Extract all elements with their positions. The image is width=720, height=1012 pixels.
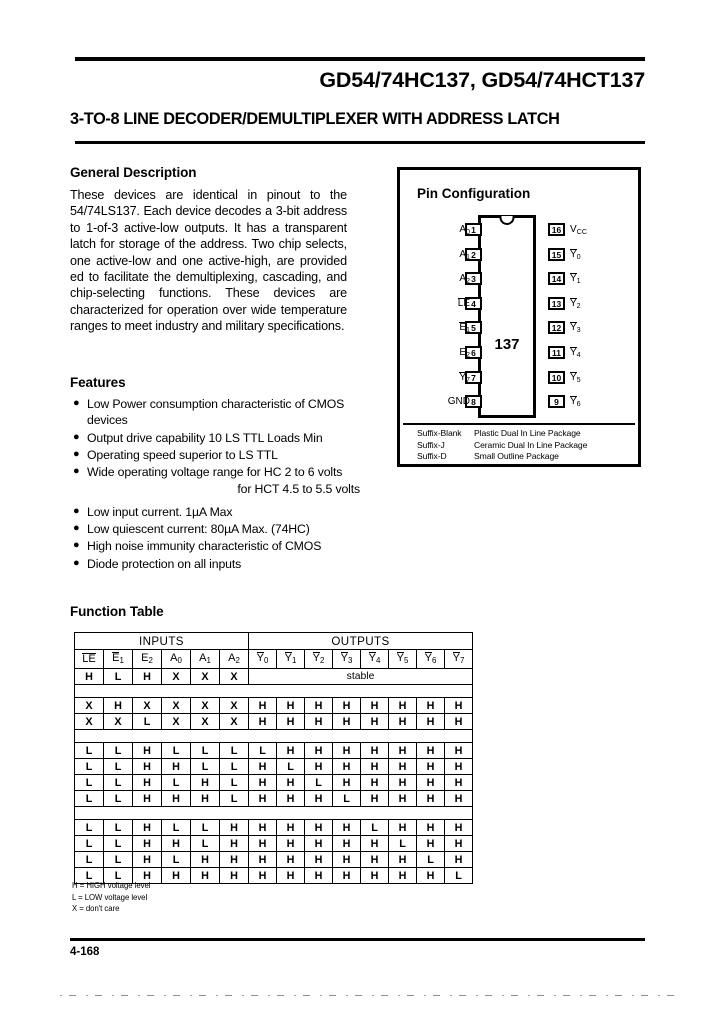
table-cell-input: X — [75, 698, 104, 714]
table-cell-input: H — [133, 669, 162, 685]
table-cell-output: H — [305, 820, 333, 836]
table-cell-output: H — [333, 852, 361, 868]
table-cell-output: H — [249, 820, 277, 836]
table-cell-input: H — [220, 852, 249, 868]
header-top-rule — [75, 57, 645, 61]
table-cell-input: X — [220, 698, 249, 714]
table-cell-input: H — [133, 775, 162, 791]
table-group-header-row — [75, 633, 473, 650]
table-cell-output: H — [277, 791, 305, 807]
table-cell-output: H — [445, 714, 473, 730]
table-cell-input: H — [133, 820, 162, 836]
pin-label-12: $Y_3$ — [570, 322, 581, 335]
feature-label: Low input current. 1µA Max — [87, 504, 233, 519]
table-cell-output: H — [277, 820, 305, 836]
table-row — [75, 669, 473, 685]
pin-number-7: 7 — [465, 371, 482, 384]
pin-label-2: $A_1$ — [459, 248, 470, 261]
suffix-separator — [403, 423, 635, 425]
table-cell-input: L — [162, 743, 191, 759]
table-cell-output: H — [333, 743, 361, 759]
table-cell-output: H — [417, 791, 445, 807]
table-cell-output: H — [361, 743, 389, 759]
table-cell-output: H — [277, 743, 305, 759]
pin-number-8: 8 — [465, 395, 482, 408]
table-cell-input: H — [162, 791, 191, 807]
column-header-output: $Y_7$ — [445, 650, 473, 669]
group-header-outputs: OUTPUTS — [249, 633, 473, 650]
suffix-name: Suffix-Blank — [417, 428, 462, 438]
footer-rule — [70, 938, 645, 941]
column-header-output: $Y_2$ — [305, 650, 333, 669]
pin-number-10: 10 — [548, 371, 565, 384]
table-cell-input: H — [220, 868, 249, 884]
table-cell-input: X — [75, 714, 104, 730]
table-cell-input: H — [133, 868, 162, 884]
table-cell-output: H — [417, 868, 445, 884]
package-notch-icon — [500, 216, 515, 225]
pin-number-5: 5 — [465, 321, 482, 334]
table-cell-output: H — [389, 868, 417, 884]
pin-number-15: 15 — [548, 248, 565, 261]
table-cell-input: H — [133, 852, 162, 868]
page-subtitle: 3-TO-8 LINE DECODER/DEMULTIPLEXER WITH ADDRESS LATCH — [70, 110, 560, 128]
table-cell-output: H — [333, 714, 361, 730]
table-spacer-row — [75, 685, 473, 698]
column-header-output: $Y_4$ — [361, 650, 389, 669]
feature-item — [70, 464, 360, 480]
features-heading: Features — [70, 375, 126, 390]
table-row — [75, 698, 473, 714]
table-cell-input: X — [191, 698, 220, 714]
table-cell-output: H — [305, 714, 333, 730]
pin-number-16: 16 — [548, 223, 565, 236]
table-cell-output: H — [445, 698, 473, 714]
table-cell-output: H — [389, 852, 417, 868]
pin-configuration-panel — [397, 167, 641, 467]
table-spacer-cell — [75, 685, 473, 698]
table-cell-input: X — [191, 669, 220, 685]
pin-number-14: 14 — [548, 272, 565, 285]
column-header-output: $Y_0$ — [249, 650, 277, 669]
column-header-output: $Y_5$ — [389, 650, 417, 669]
table-cell-output: H — [277, 698, 305, 714]
bullet-icon: ● — [73, 522, 80, 535]
table-cell-output: L — [305, 775, 333, 791]
table-row — [75, 759, 473, 775]
table-cell-output: H — [277, 714, 305, 730]
table-cell-output: H — [445, 791, 473, 807]
table-cell-output: H — [361, 791, 389, 807]
pin-number-6: 6 — [465, 346, 482, 359]
table-cell-output: H — [389, 698, 417, 714]
table-cell-output: H — [277, 852, 305, 868]
pin-label-8: GND — [447, 396, 470, 408]
suffix-row — [417, 428, 587, 440]
table-row — [75, 820, 473, 836]
table-cell-output: H — [249, 852, 277, 868]
suffix-package: Ceramic Dual In Line Package — [474, 439, 588, 450]
legend-line: H = HIGH voltage level — [72, 881, 151, 890]
table-spacer-cell — [75, 807, 473, 820]
table-cell-input: L — [104, 791, 133, 807]
table-cell-output: H — [277, 836, 305, 852]
table-cell-output: L — [333, 791, 361, 807]
function-table — [74, 632, 473, 884]
table-cell-output: H — [249, 868, 277, 884]
pin-number-11: 11 — [548, 346, 565, 359]
table-cell-output: H — [333, 820, 361, 836]
table-cell-output: L — [417, 852, 445, 868]
column-header-output: $Y_1$ — [277, 650, 305, 669]
column-header-input: $E_2$ — [133, 650, 162, 669]
table-cell-output: H — [361, 714, 389, 730]
table-cell-output: H — [305, 852, 333, 868]
table-row — [75, 775, 473, 791]
table-cell-output: H — [417, 775, 445, 791]
table-spacer-row — [75, 807, 473, 820]
function-table-heading: Function Table — [70, 604, 164, 619]
table-cell-output: H — [333, 836, 361, 852]
table-cell-output: H — [249, 775, 277, 791]
group-header-inputs: INPUTS — [75, 633, 249, 650]
table-cell-output: H — [445, 775, 473, 791]
column-header-input: $A_2$ — [220, 650, 249, 669]
bullet-icon: ● — [73, 430, 80, 443]
table-row — [75, 836, 473, 852]
table-cell-output: H — [445, 836, 473, 852]
table-column-header-row — [75, 650, 473, 669]
chip-part-label: 137 — [494, 336, 520, 353]
table-cell-input: H — [220, 836, 249, 852]
table-cell-input: L — [104, 743, 133, 759]
table-spacer-row — [75, 730, 473, 743]
table-cell-output: H — [389, 743, 417, 759]
table-cell-input: H — [133, 759, 162, 775]
table-cell-output: H — [361, 868, 389, 884]
bullet-icon: ● — [73, 504, 80, 517]
table-cell-output: H — [305, 836, 333, 852]
table-cell-input: H — [191, 791, 220, 807]
pin-number-2: 2 — [465, 248, 482, 261]
table-cell-output: L — [361, 820, 389, 836]
pin-number-3: 3 — [465, 272, 482, 285]
pin-label-15: $Y_0$ — [570, 248, 581, 261]
table-cell-input: H — [162, 759, 191, 775]
table-cell-output: H — [305, 698, 333, 714]
table-cell-input: L — [162, 820, 191, 836]
suffix-package: Small Outline Package — [474, 451, 559, 462]
feature-voltage-second-line: for HCT 4.5 to 5.5 volts — [237, 482, 360, 497]
table-cell-input: H — [133, 743, 162, 759]
pin-label-9: $Y_6$ — [570, 396, 581, 409]
table-cell-output: H — [389, 775, 417, 791]
column-header-input: LE — [75, 650, 104, 669]
table-spacer-cell — [75, 730, 473, 743]
pin-configuration-title: Pin Configuration — [417, 186, 531, 201]
table-row — [75, 743, 473, 759]
pin-label-13: $Y_2$ — [570, 297, 581, 310]
feature-label: Low quiescent current: 80µA Max. (74HC) — [87, 522, 310, 537]
table-cell-output: H — [305, 791, 333, 807]
table-cell-input: H — [191, 852, 220, 868]
table-cell-input: H — [220, 820, 249, 836]
feature-item — [70, 430, 360, 446]
table-cell-input: L — [191, 836, 220, 852]
suffix-row — [417, 440, 587, 452]
table-row — [75, 852, 473, 868]
table-cell-input: L — [220, 791, 249, 807]
bullet-icon: ● — [73, 556, 80, 569]
feature-label: Operating speed superior to LS TTL — [87, 447, 278, 462]
table-cell-input: X — [220, 669, 249, 685]
table-cell-input: H — [191, 775, 220, 791]
bullet-icon: ● — [73, 397, 80, 409]
table-cell-output: H — [361, 759, 389, 775]
pin-label-5: $E_1$ — [459, 322, 470, 335]
legend-line: L = LOW voltage level — [72, 892, 148, 902]
table-cell-input: L — [162, 852, 191, 868]
table-cell-output: H — [361, 852, 389, 868]
table-cell-output: L — [445, 868, 473, 884]
feature-item — [70, 556, 360, 572]
table-cell-output: H — [277, 868, 305, 884]
table-cell-input: L — [75, 759, 104, 775]
table-cell-input: H — [133, 836, 162, 852]
table-cell-output: H — [333, 868, 361, 884]
table-cell-input: L — [75, 791, 104, 807]
table-cell-output: H — [277, 775, 305, 791]
column-header-output: $Y_6$ — [417, 650, 445, 669]
table-cell-input: L — [104, 775, 133, 791]
scan-artifact — [60, 995, 680, 996]
table-cell-output: H — [305, 743, 333, 759]
suffix-package: Plastic Dual In Line Package — [474, 428, 581, 438]
table-cell-input: X — [162, 669, 191, 685]
table-cell-input: H — [162, 868, 191, 884]
table-cell-input: H — [75, 669, 104, 685]
header-bottom-rule — [75, 141, 645, 144]
table-row — [75, 714, 473, 730]
pin-label-3: $A_2$ — [459, 273, 470, 286]
feature-item — [70, 396, 360, 429]
table-cell-output: H — [249, 698, 277, 714]
table-cell-input: H — [104, 698, 133, 714]
feature-item — [70, 521, 360, 537]
general-description-heading: General Description — [70, 165, 197, 180]
feature-item — [70, 447, 360, 463]
table-cell-input: L — [75, 743, 104, 759]
table-cell-output: H — [361, 698, 389, 714]
table-cell-output: H — [445, 820, 473, 836]
bullet-icon: ● — [73, 539, 80, 552]
table-cell-output: L — [389, 836, 417, 852]
package-suffix-list — [417, 428, 587, 463]
general-description-body: These devices are identical in pinout to the 54/74LS137. Each device decodes a 3-bit address to 1-of-3 active-low outputs. It has a transparent latch for storage of the address. Two chip selects, one active-low and one active-high, are provided ed to facilitate the demultiplexing, cascading, and chip-selecting functions. These devices are characterized for operation over wide temperature ranges to meet industry and military specifications. — [70, 188, 347, 334]
pin-number-4: 4 — [465, 297, 482, 310]
table-cell-input: L — [191, 820, 220, 836]
table-cell-output: H — [445, 759, 473, 775]
pin-label-4: LE — [457, 297, 470, 309]
legend-line: X = don't care — [72, 904, 120, 913]
table-cell-output: H — [417, 743, 445, 759]
table-cell-input: L — [75, 836, 104, 852]
page-number: 4-168 — [70, 946, 100, 958]
table-cell-input: L — [75, 852, 104, 868]
table-cell-input: X — [162, 714, 191, 730]
table-cell-output: H — [417, 820, 445, 836]
table-cell-output: H — [389, 791, 417, 807]
table-legend — [72, 880, 150, 915]
table-cell-input: L — [104, 836, 133, 852]
table-cell-input: L — [191, 743, 220, 759]
feature-label: Wide operating voltage range for HC 2 to 6 volts — [87, 465, 343, 480]
column-header-input: $A_1$ — [191, 650, 220, 669]
table-cell-input: L — [133, 714, 162, 730]
feature-label: Low Power consumption characteristic of CMOS devices — [87, 397, 345, 428]
table-cell-input: H — [133, 791, 162, 807]
table-cell-output: L — [249, 743, 277, 759]
pin-label-11: $Y_4$ — [570, 347, 581, 360]
pin-label-16: $V_{CC}$ — [570, 224, 588, 237]
table-cell-output: H — [333, 759, 361, 775]
feature-item — [70, 538, 360, 554]
feature-label: Diode protection on all inputs — [87, 556, 242, 571]
pin-number-12: 12 — [548, 321, 565, 334]
table-cell-output: H — [417, 836, 445, 852]
pin-number-1: 1 — [465, 223, 482, 236]
table-cell-input: L — [220, 759, 249, 775]
table-cell-input: L — [75, 868, 104, 884]
table-cell-input: H — [191, 868, 220, 884]
table-cell-input: X — [162, 698, 191, 714]
table-cell-output: H — [249, 836, 277, 852]
table-cell-input: X — [104, 714, 133, 730]
table-cell-input: L — [75, 820, 104, 836]
features-list — [70, 396, 360, 573]
pin-number-13: 13 — [548, 297, 565, 310]
table-cell-input: L — [75, 775, 104, 791]
pin-number-9: 9 — [548, 395, 565, 408]
table-cell-output: H — [361, 775, 389, 791]
table-cell-output: H — [305, 868, 333, 884]
table-cell-output: H — [249, 791, 277, 807]
column-header-input: $E_1$ — [104, 650, 133, 669]
pin-label-14: $Y_1$ — [570, 273, 581, 286]
table-cell-input: L — [220, 743, 249, 759]
table-cell-input: L — [104, 868, 133, 884]
pin-label-6: $E_2$ — [459, 347, 470, 360]
column-header-input: $A_0$ — [162, 650, 191, 669]
table-cell-input: H — [162, 836, 191, 852]
table-cell-input: L — [191, 759, 220, 775]
suffix-row — [417, 451, 587, 463]
pin-label-10: $Y_5$ — [570, 371, 581, 384]
table-cell-stable: stable — [249, 669, 473, 685]
table-cell-output: H — [249, 714, 277, 730]
column-header-output: $Y_3$ — [333, 650, 361, 669]
dip-package-body — [478, 215, 536, 418]
table-cell-output: H — [389, 714, 417, 730]
table-cell-input: L — [162, 775, 191, 791]
table-cell-output: H — [249, 759, 277, 775]
pin-label-1: $A_0$ — [459, 224, 470, 237]
feature-label: Output drive capability 10 LS TTL Loads Min — [87, 430, 323, 445]
table-cell-input: L — [104, 852, 133, 868]
feature-item — [70, 504, 360, 520]
table-cell-output: H — [305, 759, 333, 775]
table-cell-output: H — [389, 759, 417, 775]
table-cell-output: H — [417, 698, 445, 714]
table-cell-output: H — [389, 820, 417, 836]
feature-label: High noise immunity characteristic of CMOS — [87, 539, 322, 554]
page-title: GD54/74HC137, GD54/74HCT137 — [319, 68, 645, 92]
table-cell-input: X — [133, 698, 162, 714]
table-cell-input: L — [104, 820, 133, 836]
table-cell-output: H — [417, 714, 445, 730]
table-cell-input: X — [191, 714, 220, 730]
table-cell-output: H — [445, 852, 473, 868]
suffix-name: Suffix-D — [417, 451, 447, 462]
table-cell-output: H — [333, 698, 361, 714]
table-row — [75, 791, 473, 807]
bullet-icon: ● — [73, 447, 80, 460]
table-cell-input: L — [104, 669, 133, 685]
table-cell-output: H — [445, 743, 473, 759]
table-cell-output: H — [333, 775, 361, 791]
table-cell-input: L — [104, 759, 133, 775]
table-cell-input: L — [220, 775, 249, 791]
table-cell-output: H — [417, 759, 445, 775]
table-cell-output: H — [361, 836, 389, 852]
table-cell-input: X — [220, 714, 249, 730]
suffix-name: Suffix-J — [417, 439, 445, 450]
bullet-icon: ● — [73, 465, 80, 478]
table-cell-output: L — [277, 759, 305, 775]
pin-label-7: $Y_7$ — [459, 371, 470, 384]
